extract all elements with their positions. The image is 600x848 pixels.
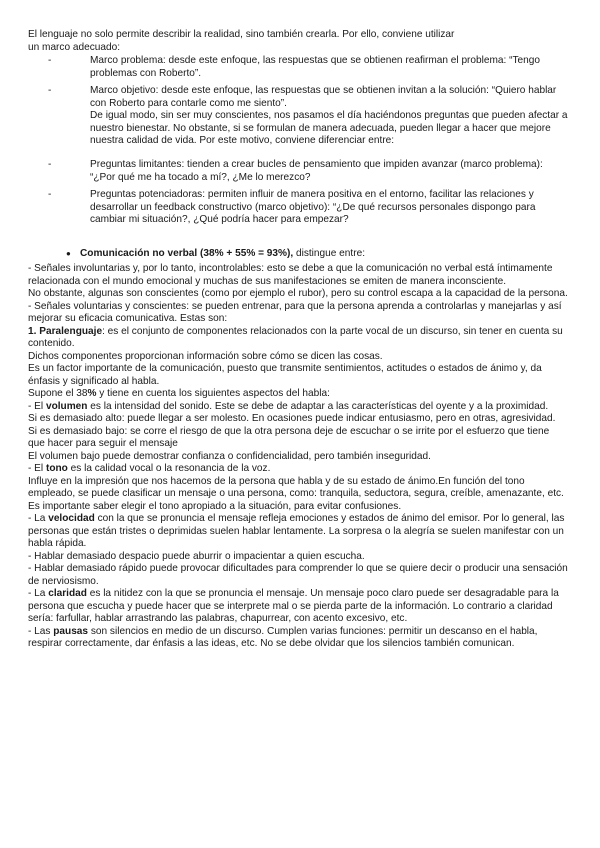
pausas-text: son silencios en medio de un discurso. Cumplen varias funciones: permitir un descanso en el habla, respirar correctamente, dar énfasis a las ideas, etc. No se debe olvidar que los silencios también comunican. (28, 625, 538, 649)
list-item-preguntas-potenciadoras (28, 189, 568, 227)
questions-list (28, 159, 568, 227)
paragraph-volumen (28, 401, 568, 414)
intro-section (28, 29, 568, 54)
list-item-text: Preguntas potenciadoras: permiten influir de manera positiva en el entorno, facilitar las relaciones y desarrollar un feedback constructivo (marco objetivo): “¿De qué recursos personales dispongo para cambiar mi situación?, ¿Qué podría hacer para empezar? (90, 189, 536, 225)
list-item-text: Marco problema: desde este enfoque, las respuestas que se obtienen reafirman el problema: “Tengo problemas con Roberto”. (90, 55, 540, 79)
list-item-marco-objetivo (28, 85, 568, 110)
paralenguaje-title: 1. Paralenguaje (28, 325, 103, 337)
nonverbal-heading (28, 248, 568, 261)
paragraph-velocidad (28, 513, 568, 551)
supone-percent: % (87, 388, 97, 399)
paragraph-tono-impresion: Influye en la impresión que nos hacemos de la persona que habla y de su estado de ánimo.En función del tono empleado, se puede clasificar un mensaje o una persona, como: tranquila, seductora, segura, creíble, amenazante, etc. (28, 475, 564, 499)
claridad-prefix: - La (28, 588, 49, 599)
paragraph-volumen-bajo: Si es demasiado bajo: se corre el riesgo de que la otra persona deje de escuchar o se irrite por el esfuerzo que tiene que hacer para seguir el mensaje (28, 425, 550, 449)
frames-list (28, 55, 568, 148)
section-title: Comunicación no verbal (38% + 55% = 93%), (80, 248, 294, 259)
dash-marker: - (48, 159, 52, 170)
tono-text: es la calidad vocal o la resonancia de la voz. (67, 463, 271, 474)
paragraph-paralenguaje (28, 326, 568, 351)
velocidad-term: velocidad (48, 513, 95, 524)
paragraph-despacio: - Hablar demasiado despacio puede aburrir o impacientar a quien escucha. (28, 550, 365, 562)
claridad-term: claridad (48, 588, 87, 599)
supone-text: Supone el 38 (28, 388, 88, 399)
intro-line-2: un marco adecuado: (28, 41, 121, 53)
volumen-prefix: - El (28, 400, 46, 412)
list-item-text: Preguntas limitantes: tienden a crear bucles de pensamiento que impiden avanzar (marco problema): “¿Por qué me ha tocado a mí?, ¿Me lo merezco? (90, 159, 543, 183)
tono-term: tono (45, 463, 68, 474)
velocidad-text: con la que se pronuncia el mensaje refleja emociones y estados de ánimo del emisor. Por lo general, las personas que están tristes o deprimidas suelen hablar lentamente. La sorpresa o la alegría se suelen manifestar con un habla rápida. (28, 513, 565, 549)
paragraph-senales-voluntarias: - Señales voluntarias y conscientes: se pueden entrenar, para que la persona aprenda a controlarlas y manejarlas y así mejorar su eficacia comunicativa. Estas son: (28, 300, 562, 324)
paragraph-factor-importante: Es un factor importante de la comunicación, puesto que transmite sentimientos, actitudes o estados de ánimo y, da énfasis y significado al habla. (28, 363, 542, 387)
paragraph-tono-apropiado: Es importante saber elegir el tono apropiado a la situación, para evitar confusiones. (28, 500, 402, 512)
section-heading (28, 248, 568, 261)
paragraph-claridad (28, 588, 568, 626)
paragraph-pausas (28, 626, 568, 651)
list-item-preguntas-limitantes (28, 159, 568, 184)
velocidad-prefix: - La (28, 513, 49, 524)
paragraph-rapido: - Hablar demasiado rápido puede provocar dificultades para comprender lo que se quiere decir o producir una sensación de nerviosismo. (28, 563, 568, 587)
intro-line-1: El lenguaje no solo permite describir la realidad, sino también crearla. Por ello, conviene utilizar (28, 29, 455, 40)
paragraph-no-obstante: No obstante, algunas son conscientes (como por ejemplo el rubor), pero su control escapa a la capacidad de la persona. (28, 288, 568, 299)
supone-text-rest: y tiene en cuenta los siguientes aspectos del habla: (96, 388, 330, 399)
pausas-term: pausas (53, 625, 89, 637)
claridad-text: es la nitidez con la que se pronuncia el mensaje. Un mensaje poco claro puede ser desagradable para la persona que escucha y puede hacer que se interprete mal o se pierda parte de la información. Lo contrario a claridad sería: farfullar, hablar arrastrando las palabras, chapurrear, con acento excesivo, etc. (28, 588, 559, 624)
dash-marker: - (48, 55, 52, 66)
list-item-text: Marco objetivo: desde este enfoque, las respuestas que se obtienen invitan a la solución: “Quiero hablar con Roberto para contarle como me siento”. (90, 85, 557, 109)
paragraph-senales-involuntarias: - Señales involuntarias y, por lo tanto, incontrolables: esto se debe a que la comunicación no verbal está íntimamente relacionada con el mundo emocional y muchas de sus manifestaciones se emiten de manera inconsciente. (28, 263, 553, 287)
bullet-marker: ● (66, 249, 71, 258)
list-item-marco-problema (28, 55, 568, 80)
paragraph-volumen-alto: Si es demasiado alto: puede llegar a ser molesto. En ocasiones puede indicar entusiasmo, pero en otras, agresividad. (28, 413, 556, 424)
dash-marker: - (48, 85, 52, 96)
tono-prefix: - El (28, 463, 46, 474)
volumen-text: es la intensidad del sonido. Este se debe de adaptar a las características del oyente y a la proximidad. (87, 400, 549, 412)
paragraph-volumen-confianza: El volumen bajo puede demostrar confianza o confidencialidad, pero también inseguridad. (28, 450, 431, 462)
section-title-rest: distingue entre: (293, 248, 365, 259)
frames-note: De igual modo, sin ser muy conscientes, nos pasamos el día haciéndonos preguntas que pueden afectar a nuestro bienestar. No obstante, si se formulan de manera adecuada, pueden llegar a hacer que mejore nuestra calidad de vida. Por este motivo, conviene diferenciar entre: (90, 110, 568, 146)
paragraph-tono (28, 463, 568, 476)
dash-marker: - (48, 189, 52, 200)
volumen-term: volumen (45, 400, 88, 412)
pausas-prefix: - Las (28, 625, 54, 637)
paragraph-supone (28, 388, 568, 401)
paralenguaje-text: : es el conjunto de componentes relacionados con la parte vocal de un discurso, sin tener en cuenta su contenido. (28, 325, 563, 349)
paragraph-componentes: Dichos componentes proporcionan información sobre cómo se dicen las cosas. (28, 350, 383, 362)
body-content (28, 263, 568, 651)
